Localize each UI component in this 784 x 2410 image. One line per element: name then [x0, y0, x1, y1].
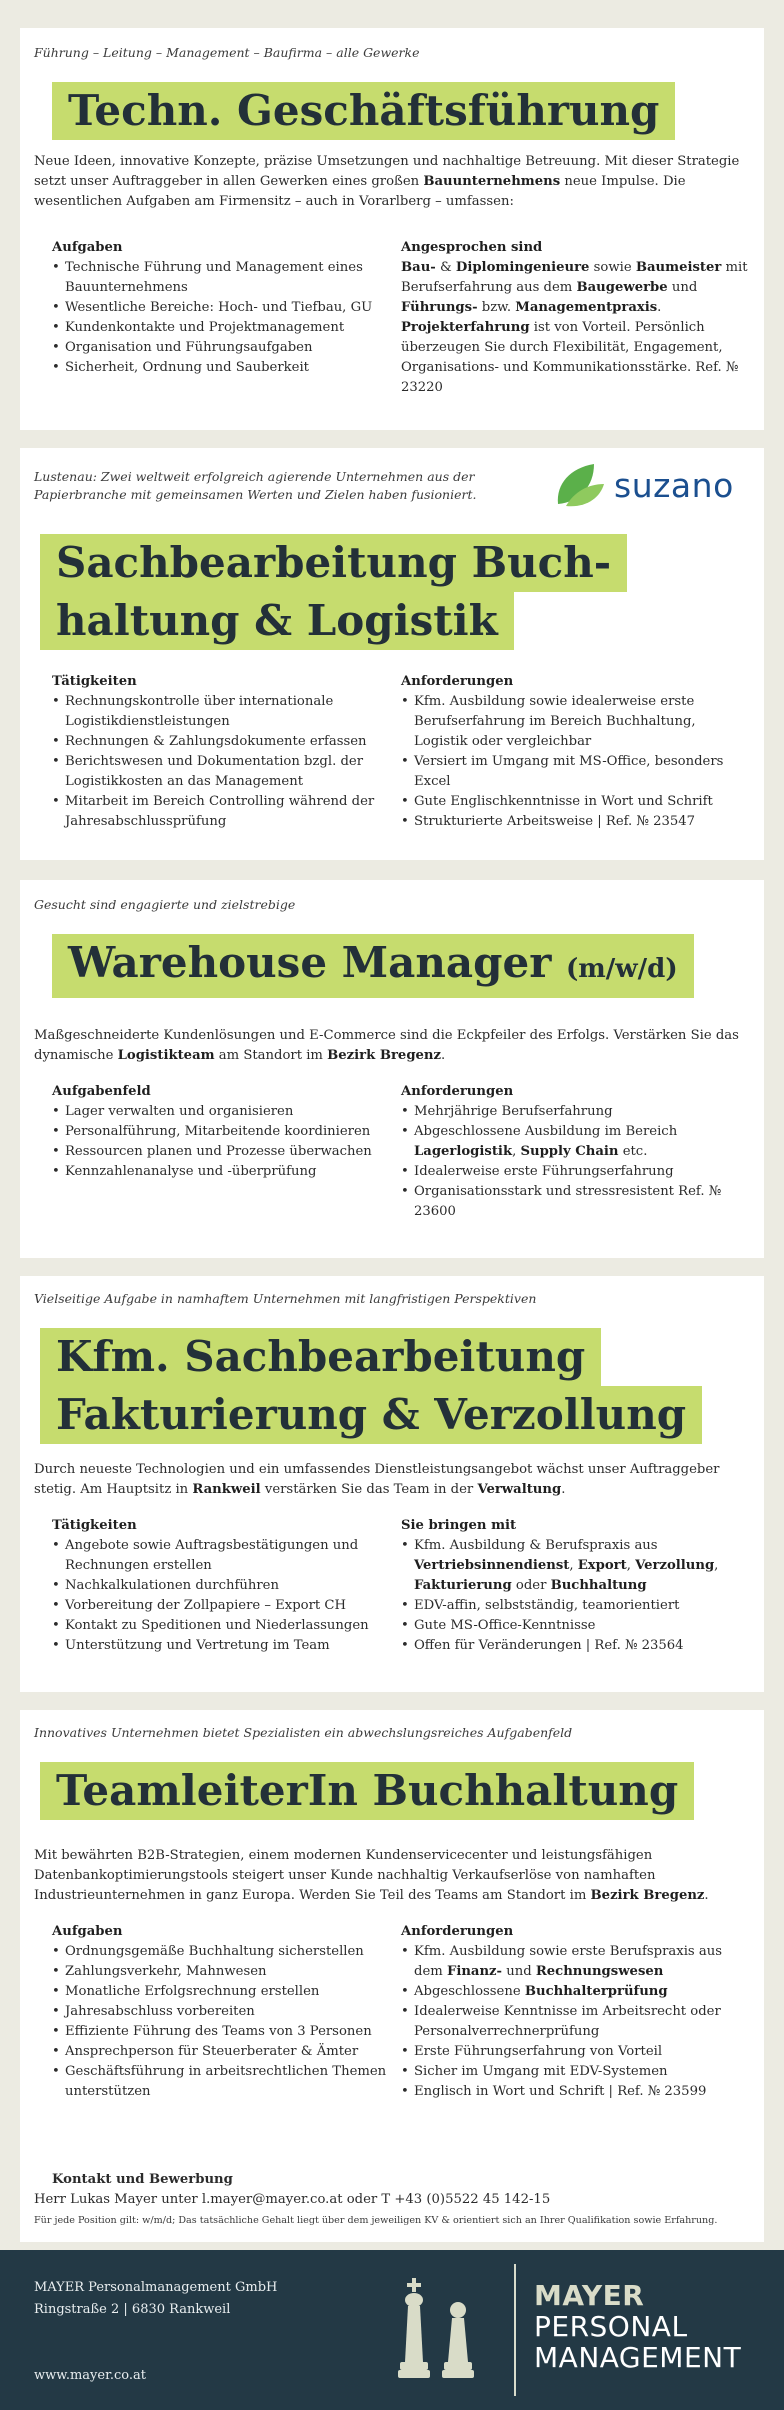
ad-title: [40, 1762, 694, 1820]
list-item: • Kfm. Ausbildung sowie erste Berufspraxis aus dem Finanz- und Rechnungswesen: [401, 1942, 750, 1982]
ad-left-list: [52, 692, 401, 832]
ad-left-list: [52, 1102, 401, 1182]
job-ad-kfm-sachbearbeitung-fakturierung: [20, 1276, 764, 1692]
ad-right-list: [401, 1102, 750, 1222]
list-item: • Berichtswesen und Dokumentation bzgl. der Logistikkosten an das Management: [52, 752, 401, 792]
ad-title-line: Fakturierung & Verzollung: [40, 1386, 702, 1444]
list-item: • Kundenkontakte und Projektmanagement: [52, 318, 401, 338]
list-item: • Idealerweise Kenntnisse im Arbeitsrecht oder Personalverrechnerprüfung: [401, 2002, 750, 2042]
ad-left-heading: Tätigkeiten: [52, 1518, 137, 1533]
chess-pieces-icon: [398, 2278, 476, 2388]
list-item: • Sicher im Umgang mit EDV-Systemen: [401, 2062, 750, 2082]
list-item: • Kfm. Ausbildung sowie idealerweise erste Berufserfahrung im Bereich Buchhaltung, Logistik oder vergleichbar: [401, 692, 750, 752]
ad-right-list: [401, 1942, 750, 2102]
job-ad-sachbearbeitung-buchhaltung-logistik: [20, 448, 764, 860]
ad-right-column: [401, 1082, 750, 1222]
ad-left-list: [52, 258, 401, 378]
ad-tagline: Vielseitige Aufgabe in namhaftem Unternehmen mit langfristigen Perspektiven: [34, 1291, 537, 1306]
ad-title-line: Warehouse Manager (m/w/d): [52, 934, 694, 998]
ad-left-list: [52, 1942, 401, 2102]
ad-left-column: [34, 1082, 401, 1222]
list-item: • Rechnungen & Zahlungsdokumente erfassen: [52, 732, 401, 752]
ad-right-list: [401, 1536, 750, 1656]
ad-title-line: Sachbearbeitung Buch-: [40, 534, 627, 592]
ad-intro: Neue Ideen, innovative Konzepte, präzise Umsetzungen und nachhaltige Betreuung. Mit dieser Strategie setzt unser Auftraggeber in allen Gewerken eines großen Bauunternehmens neue Impulse. Die wesentlichen Aufgaben am Firmensitz – auch in Vorarlberg – umfassen:: [34, 154, 740, 209]
list-item: • Personalführung, Mitarbeitende koordinieren: [52, 1122, 401, 1142]
list-item: • Englisch in Wort und Schrift | Ref. № 23599: [401, 2082, 750, 2102]
contact-line[interactable]: Herr Lukas Mayer unter l.mayer@mayer.co.at oder T +43 (0)5522 45 142-15: [34, 2192, 551, 2207]
ad-right-column: [401, 672, 750, 832]
ad-left-column: [34, 1922, 401, 2102]
ad-left-heading: Aufgaben: [52, 1924, 123, 1939]
ad-left-column: [34, 1516, 401, 1656]
suzano-logo-text: suzano: [614, 465, 734, 505]
list-item: • Technische Führung und Management eines Bauunternehmens: [52, 258, 401, 298]
ad-right-heading: Anforderungen: [401, 1924, 514, 1939]
contact-section: [34, 2170, 750, 2228]
contact-footnote: Für jede Position gilt: w/m/d; Das tatsächliche Gehalt liegt über dem jeweiligen KV & orientiert sich an Ihrer Qualifikation sowie Erfahrung.: [34, 2215, 718, 2226]
list-item: • Organisation und Führungsaufgaben: [52, 338, 401, 358]
ad-right-heading: Anforderungen: [401, 1084, 514, 1099]
list-item: • Offen für Veränderungen | Ref. № 23564: [401, 1636, 750, 1656]
list-item: • Abgeschlossene Ausbildung im Bereich Lagerlogistik, Supply Chain etc.: [401, 1122, 750, 1162]
ad-title-line: Kfm. Sachbearbeitung: [40, 1328, 601, 1386]
suzano-logo: [554, 462, 734, 508]
list-item: • Angebote sowie Auftragsbestätigungen und Rechnungen erstellen: [52, 1536, 401, 1576]
ad-right-column: [401, 1516, 750, 1656]
footer-address: Ringstraße 2 | 6830 Rankweil: [34, 2302, 231, 2317]
list-item: • Erste Führungserfahrung von Vorteil: [401, 2042, 750, 2062]
list-item: • Abgeschlossene Buchhalterprüfung: [401, 1982, 750, 2002]
footer: [0, 2250, 784, 2410]
list-item: • Kfm. Ausbildung & Berufspraxis aus Vertriebsinnendienst, Export, Verzollung, Fakturierung oder Buchhaltung: [401, 1536, 750, 1596]
list-item: • Kennzahlenanalyse und -überprüfung: [52, 1162, 401, 1182]
ad-title-line: TeamleiterIn Buchhaltung: [40, 1762, 694, 1820]
ad-right-list: [401, 692, 750, 832]
mayer-brand: MAYER PERSONAL MANAGEMENT: [534, 2279, 742, 2374]
list-item: • Monatliche Erfolgsrechnung erstellen: [52, 1982, 401, 2002]
job-ad-warehouse-manager: [20, 880, 764, 1258]
list-item: • Geschäftsführung in arbeitsrechtlichen Themen unterstützen: [52, 2062, 401, 2102]
list-item: • EDV-affin, selbstständig, teamorientiert: [401, 1596, 750, 1616]
ad-left-heading: Aufgaben: [52, 240, 123, 255]
list-item: • Idealerweise erste Führungserfahrung: [401, 1162, 750, 1182]
list-item: • Rechnungskontrolle über internationale Logistikdienstleistungen: [52, 692, 401, 732]
ad-title-line: Techn. Geschäftsführung: [52, 82, 675, 140]
list-item: • Organisationsstark und stressresistent Ref. № 23600: [401, 1182, 750, 1222]
ad-right-column: [401, 238, 750, 398]
ad-right-heading: Anforderungen: [401, 674, 514, 689]
ad-title: [40, 534, 627, 650]
contact-heading: Kontakt und Bewerbung: [52, 2172, 233, 2187]
list-item: • Vorbereitung der Zollpapiere – Export CH: [52, 1596, 401, 1616]
list-item: • Mehrjährige Berufserfahrung: [401, 1102, 750, 1122]
list-item: • Ansprechperson für Steuerberater & Ämter: [52, 2042, 401, 2062]
list-item: • Ressourcen planen und Prozesse überwachen: [52, 1142, 401, 1162]
list-item: • Gute Englischkenntnisse in Wort und Schrift: [401, 792, 750, 812]
list-item: • Lager verwalten und organisieren: [52, 1102, 401, 1122]
ad-intro: Maßgeschneiderte Kundenlösungen und E-Commerce sind die Eckpfeiler des Erfolgs. Verstärken Sie das dynamische Logistikteam am Standort im Bezirk Bregenz.: [34, 1028, 739, 1063]
list-item: • Wesentliche Bereiche: Hoch- und Tiefbau, GU: [52, 298, 401, 318]
list-item: • Zahlungsverkehr, Mahnwesen: [52, 1962, 401, 1982]
ad-title: [40, 1328, 702, 1444]
list-item: • Ordnungsgemäße Buchhaltung sicherstellen: [52, 1942, 401, 1962]
ad-right-heading: Sie bringen mit: [401, 1518, 517, 1533]
ad-right-heading: Angesprochen sind: [401, 240, 543, 255]
footer-website[interactable]: www.mayer.co.at: [34, 2368, 146, 2383]
list-item: • Versiert im Umgang mit MS-Office, besonders Excel: [401, 752, 750, 792]
suzano-leaf-icon: [554, 462, 606, 508]
ad-left-list: [52, 1536, 401, 1656]
list-item: • Effiziente Führung des Teams von 3 Personen: [52, 2022, 401, 2042]
ad-title: [52, 82, 675, 140]
job-ad-techn-geschaeftsfuehrung: [20, 28, 764, 430]
ad-tagline: Lustenau: Zwei weltweit erfolgreich agierende Unternehmen aus der Papierbranche mit gemeinsamen Werten und Zielen haben fusioniert.: [34, 469, 477, 502]
list-item: • Mitarbeit im Bereich Controlling während der Jahresabschlussprüfung: [52, 792, 401, 832]
footer-divider: [514, 2264, 516, 2396]
ad-title: [52, 934, 694, 998]
list-item: • Sicherheit, Ordnung und Sauberkeit: [52, 358, 401, 378]
ad-right-paragraph: Bau- & Diplomingenieure sowie Baumeister mit Berufserfahrung aus dem Baugewerbe und Führungs- bzw. Managementpraxis. Projekterfahrung ist von Vorteil. Persönlich überzeugen Sie durch Flexibilität, Engagement, Organisations- und Kommunikationsstärke. Ref. № 23220: [401, 260, 748, 395]
job-ad-teamleiterin-buchhaltung: [20, 1710, 764, 2242]
ad-left-heading: Aufgabenfeld: [52, 1084, 151, 1099]
ad-left-heading: Tätigkeiten: [52, 674, 137, 689]
ad-left-column: [34, 672, 401, 832]
ad-left-column: [34, 238, 401, 398]
list-item: • Strukturierte Arbeitsweise | Ref. № 23547: [401, 812, 750, 832]
ad-tagline: Innovatives Unternehmen bietet Spezialisten ein abwechslungsreiches Aufgabenfeld: [34, 1725, 573, 1740]
ad-intro: Mit bewährten B2B-Strategien, einem modernen Kundenservicecenter und leistungsfähigen Datenbankoptimierungstools steigert unser Kunde nachhaltig Verkaufserlöse von namhaften Industrieunternehmen in ganz Europa. Werden Sie Teil des Teams am Standort im Bezirk Bregenz.: [34, 1848, 709, 1903]
list-item: • Unterstützung und Vertretung im Team: [52, 1636, 401, 1656]
ad-title-line: haltung & Logistik: [40, 592, 514, 650]
list-item: • Kontakt zu Speditionen und Niederlassungen: [52, 1616, 401, 1636]
list-item: • Jahresabschluss vorbereiten: [52, 2002, 401, 2022]
ad-intro: Durch neueste Technologien und ein umfassendes Dienstleistungsangebot wächst unser Auftraggeber stetig. Am Hauptsitz in Rankweil verstärken Sie das Team in der Verwaltung.: [34, 1462, 720, 1497]
list-item: • Gute MS-Office-Kenntnisse: [401, 1616, 750, 1636]
ad-tagline: Führung – Leitung – Management – Baufirma – alle Gewerke: [34, 45, 420, 60]
ad-tagline: Gesucht sind engagierte und zielstrebige: [34, 897, 296, 912]
list-item: • Nachkalkulationen durchführen: [52, 1576, 401, 1596]
footer-company: MAYER Personalmanagement GmbH: [34, 2280, 278, 2295]
ad-right-column: [401, 1922, 750, 2102]
